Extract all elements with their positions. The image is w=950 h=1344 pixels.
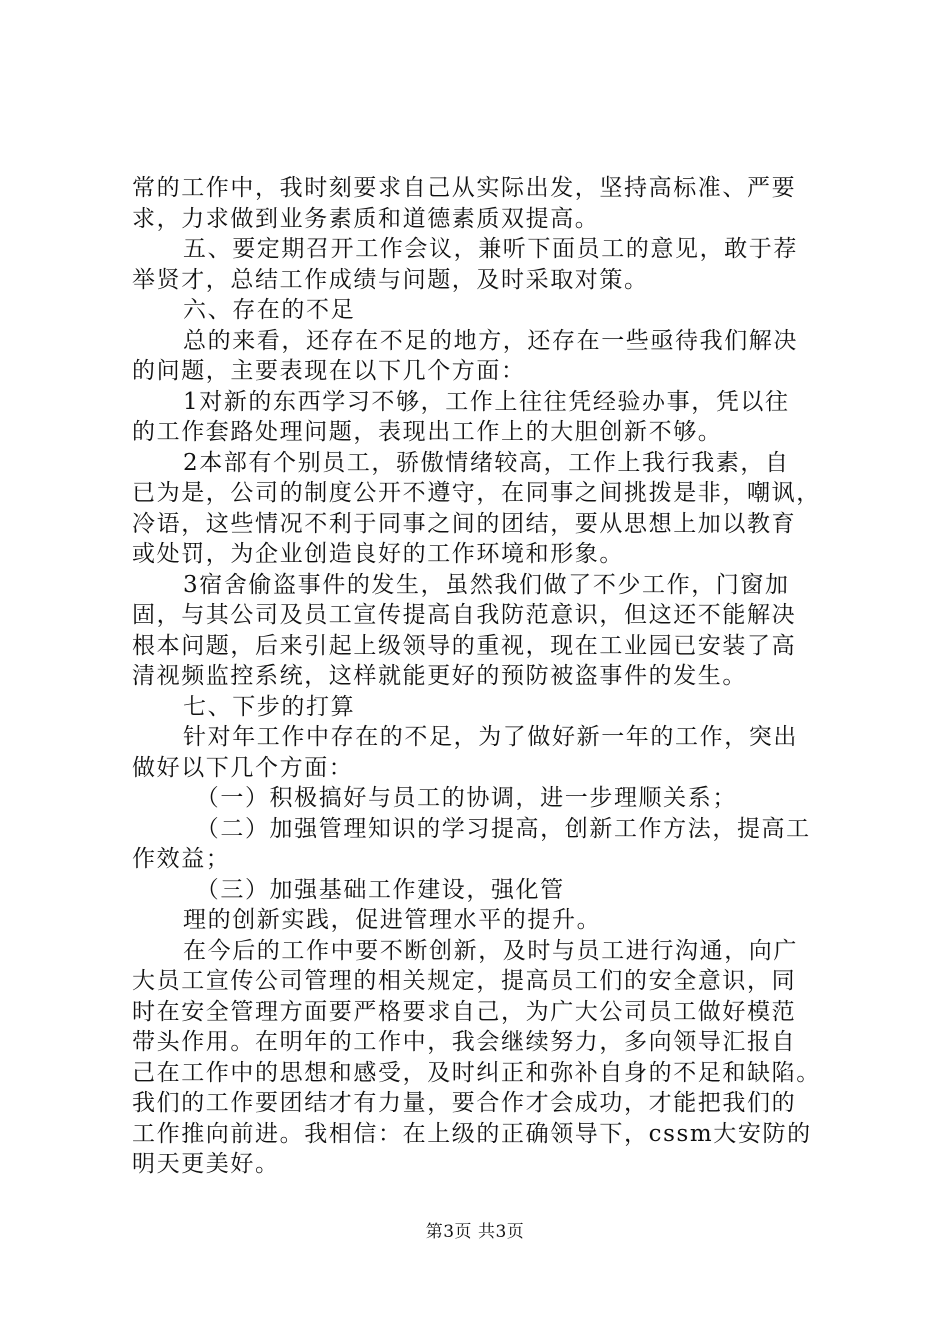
text-line: 作效益； xyxy=(132,846,231,872)
text-line: 在今后的工作中要不断创新，及时与员工进行沟通，向广 xyxy=(183,937,798,964)
text-line: 带头作用。在明年的工作中，我会继续努力，多向领导汇报自 xyxy=(132,1029,797,1055)
text-line: 或处罚，为企业创造良好的工作环境和形象。 xyxy=(132,541,624,567)
text-line: 七、下步的打算 xyxy=(183,693,356,720)
text-line: 常的工作中，我时刻要求自己从实际出发，坚持高标准、严要 xyxy=(132,175,797,201)
text-line: 的问题，主要表现在以下几个方面： xyxy=(132,358,526,384)
text-line: 3宿舍偷盗事件的发生，虽然我们做了不少工作，门窗加 xyxy=(183,571,790,598)
text-line: 做好以下几个方面： xyxy=(132,754,354,781)
text-line: 大员工宣传公司管理的相关规定，提高员工们的安全意识，同 xyxy=(132,968,797,994)
text-line: 工作推向前进。我相信：在上级的正确领导下，cssm大安防的 xyxy=(132,1120,812,1147)
text-line: 固，与其公司及员工宣传提高自我防范意识，但这还不能解决 xyxy=(132,602,797,628)
text-line: 2本部有个别员工，骄傲情绪较高，工作上我行我素，自 xyxy=(183,449,790,476)
text-line: （二）加强管理知识的学习提高，创新工作方法，提高工 xyxy=(195,815,811,842)
text-line: 求，力求做到业务素质和道德素质双提高。 xyxy=(132,205,600,232)
text-line: 已为是，公司的制度公开不遵守，在同事之间挑拨是非，嘲讽， xyxy=(132,480,821,506)
text-line: 的工作套路处理问题，表现出工作上的大胆创新不够。 xyxy=(132,419,723,445)
text-line: 举贤才，总结工作成绩与问题，及时采取对策。 xyxy=(132,266,649,293)
text-line: （一）积极搞好与员工的协调，进一步理顺关系； xyxy=(195,785,737,811)
text-line: （三）加强基础工作建设，强化管 xyxy=(195,876,565,903)
text-line: 根本问题，后来引起上级领导的重视，现在工业园已安装了高 xyxy=(132,632,797,659)
text-line: 理的创新实践，促进管理水平的提升。 xyxy=(183,907,602,933)
text-line: 清视频监控系统，这样就能更好的预防被盗事件的发生。 xyxy=(132,663,747,689)
text-line: 我们的工作要团结才有力量，要合作才会成功，才能把我们的 xyxy=(132,1090,797,1116)
text-line: 冷语，这些情况不利于同事之间的团结，要从思想上加以教育 xyxy=(132,510,797,537)
text-line: 六、存在的不足 xyxy=(183,297,356,323)
page-footer: 第3页 共3页 xyxy=(425,1222,525,1242)
document-body xyxy=(132,173,832,1180)
text-line: 时在安全管理方面要严格要求自己，为广大公司员工做好模范 xyxy=(132,998,797,1025)
text-line: 明天更美好。 xyxy=(132,1151,280,1177)
text-line: 五、要定期召开工作会议，兼听下面员工的意见，敢于荐 xyxy=(183,236,798,262)
text-line: 1对新的东西学习不够，工作上往往凭经验办事，凭以往 xyxy=(183,388,790,415)
text-line: 总的来看，还存在不足的地方，还存在一些亟待我们解决 xyxy=(183,327,798,354)
text-line: 己在工作中的思想和感受，及时纠正和弥补自身的不足和缺陷。 xyxy=(132,1059,821,1086)
text-line: 针对年工作中存在的不足，为了做好新一年的工作，突出 xyxy=(183,724,798,750)
